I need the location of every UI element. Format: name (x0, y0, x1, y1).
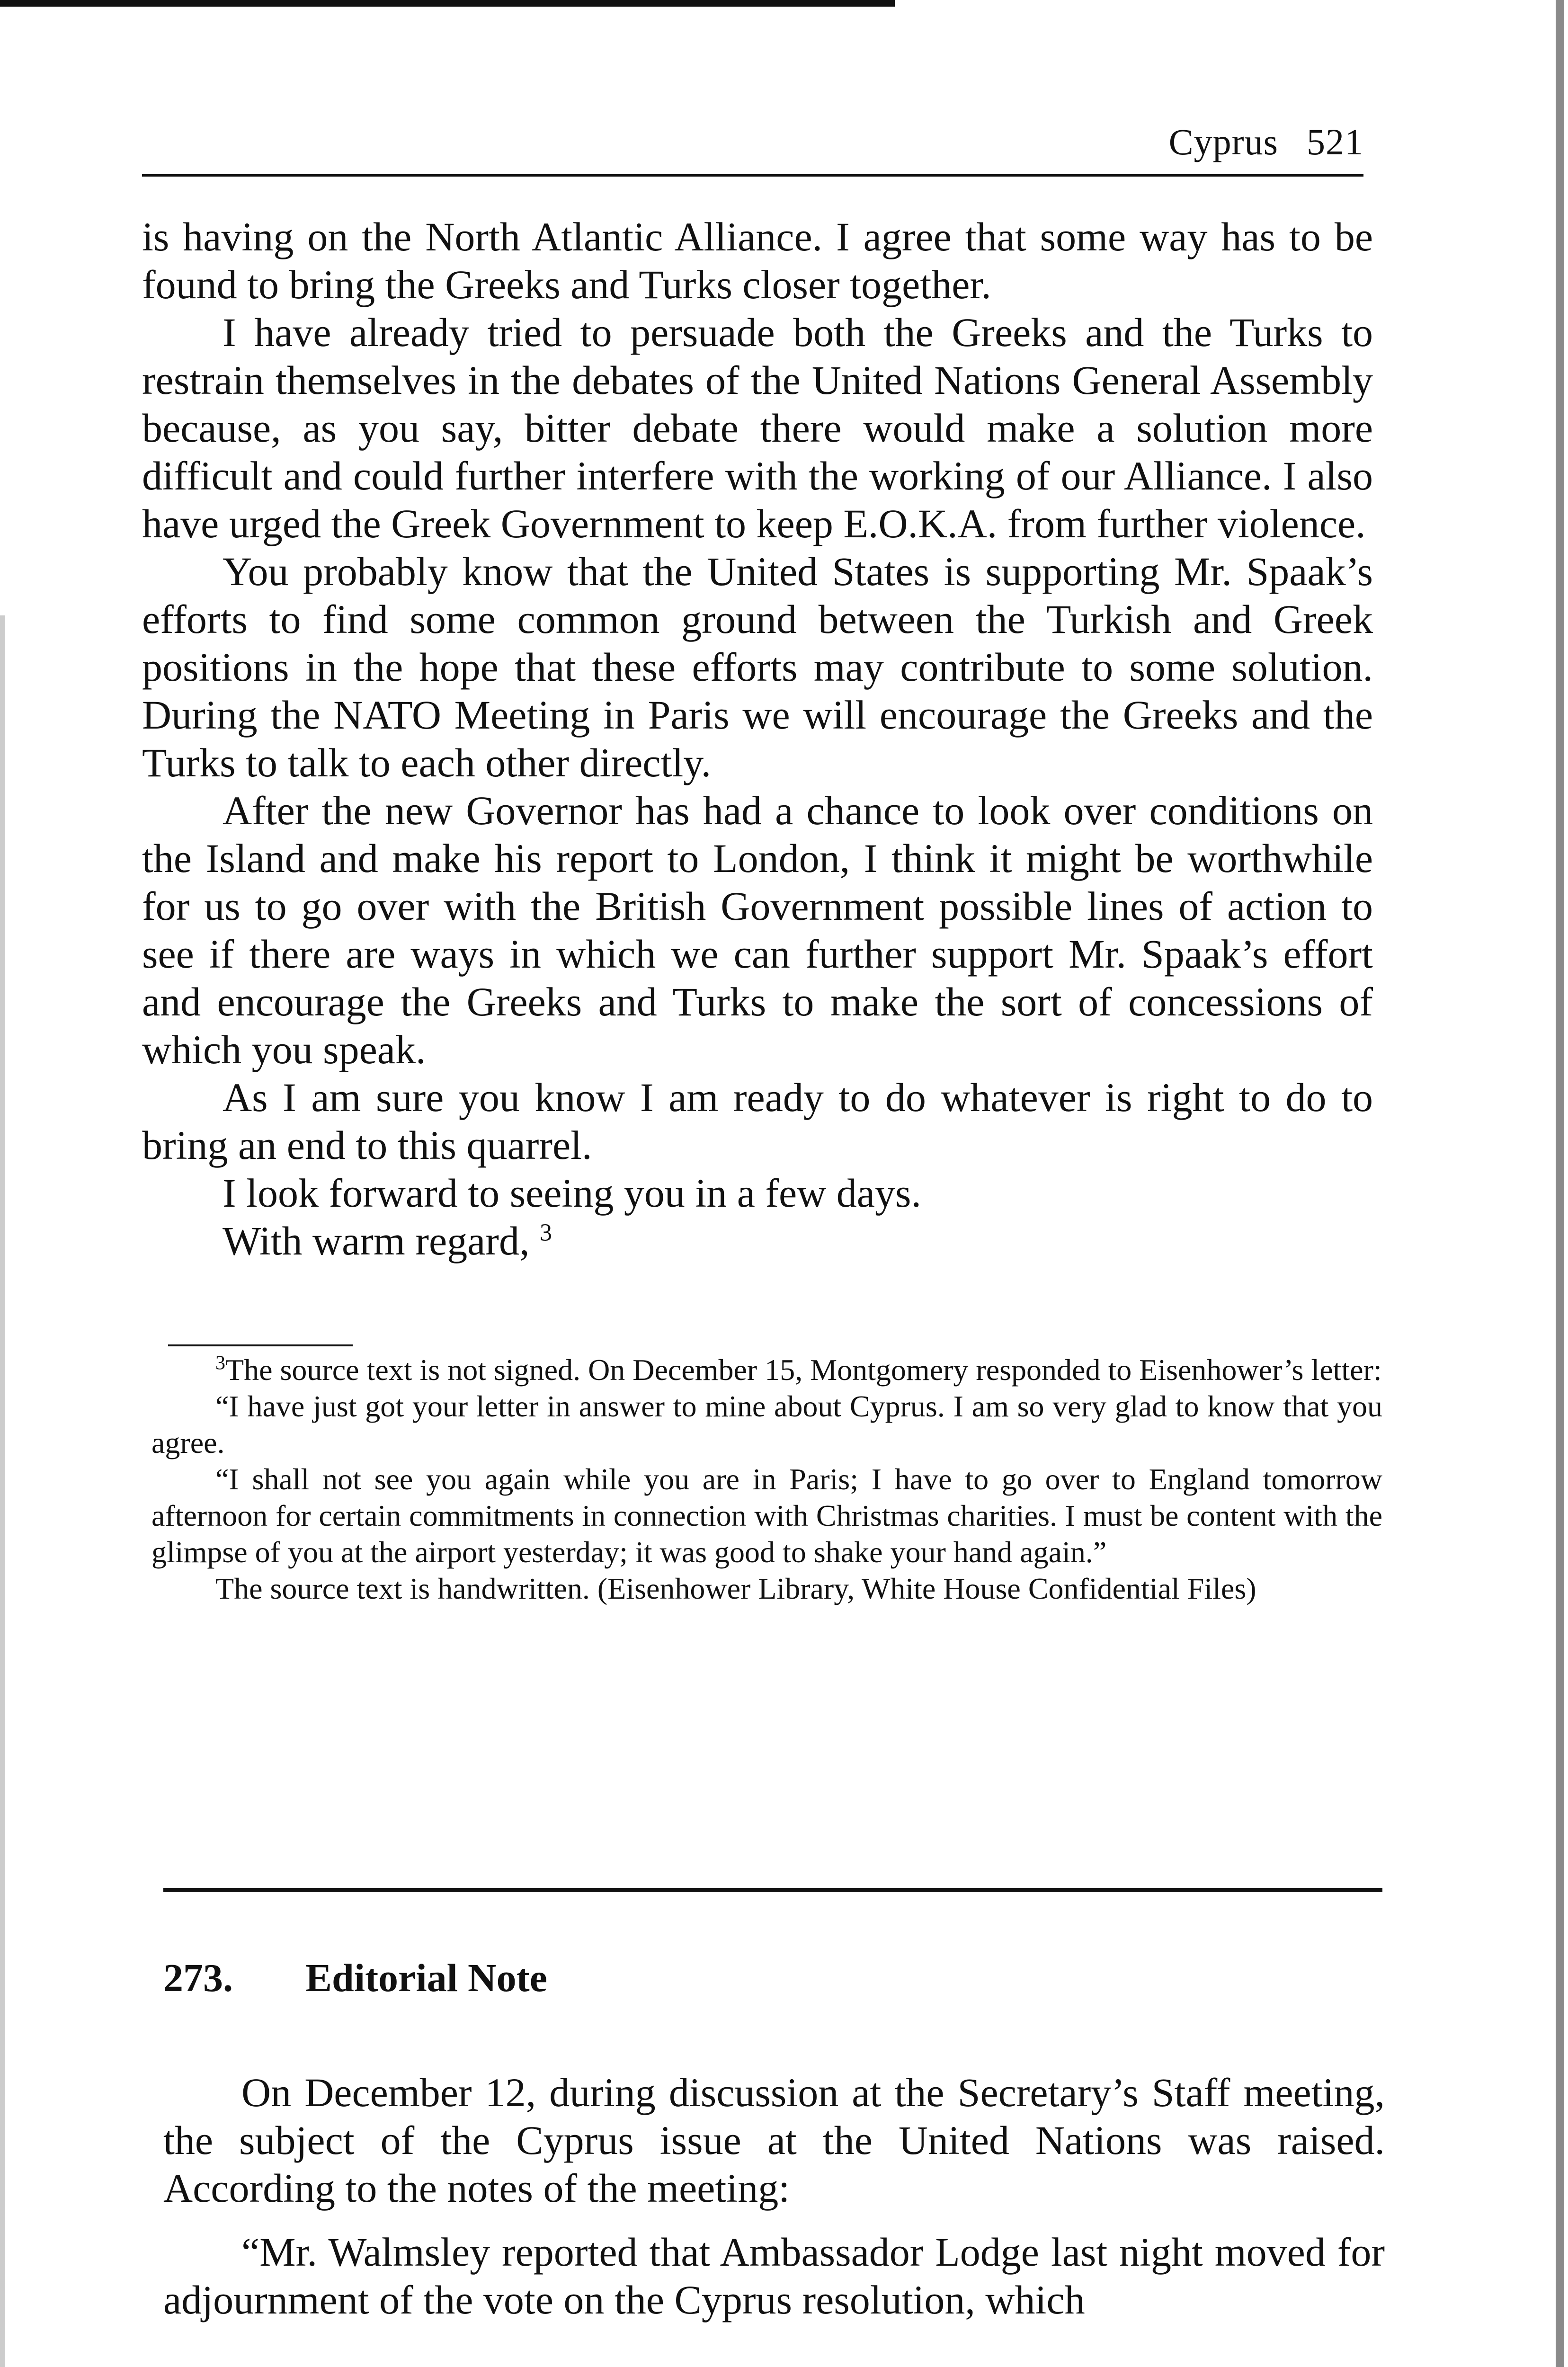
paragraph: You probably know that the United States is supporting Mr. Spaak’s efforts to find some common ground between the Turkish and Greek positions in the hope that these efforts may contribute to some solution. During the NATO Meeting in Paris we will encourage the Greeks and the Turks to talk to each other directly. (142, 549, 1373, 785)
header-rule (142, 174, 1363, 177)
footnote-text: The source text is not signed. On December 15, Montgomery responded to Eisenhower’s letter: (225, 1353, 1382, 1387)
paragraph: I look forward to seeing you in a few days. (223, 1170, 921, 1216)
paragraph: I have already tried to persuade both the Greeks and the Turks to restrain themselves in the debates of the United Nations General Assembly because, as you say, bitter debate there would make a solution more difficult and could further interfere with the working of our Alliance. I also have urged the Greek Government to keep E.O.K.A. from further violence. (142, 310, 1373, 546)
section-heading (163, 1955, 547, 2001)
scan-right-edge (1556, 0, 1564, 2367)
section-number: 273. (163, 1956, 233, 2000)
footnote-paragraph: “I have just got your letter in answer to mine about Cyprus. I am so very glad to know that you agree. (151, 1389, 1382, 1459)
footnote-paragraph: The source text is handwritten. (Eisenhower Library, White House Confidential Files) (215, 1572, 1256, 1605)
running-title: Cyprus (1168, 121, 1278, 162)
page-number: 521 (1307, 121, 1363, 162)
footnote-paragraph: “I shall not see you again while you are in Paris; I have to go over to England tomorrow afternoon for certain commitments in connection with Christmas charities. I must be content with the glimpse of you at the airport yesterday; it was good to shake your hand again.” (151, 1462, 1382, 1569)
section-body (163, 2069, 1385, 2324)
footnote-marker: 3 (215, 1352, 225, 1374)
footnote-rule (168, 1344, 353, 1346)
paragraph: “Mr. Walmsley reported that Ambassador Lodge last night moved for adjournment of the vote on the Cyprus resolution, which (163, 2229, 1385, 2323)
paragraph: After the new Governor has had a chance to look over conditions on the Island and make his report to London, I think it might be worthwhile for us to go over with the British Government possible lines of action to see if there are ways in which we can further support Mr. Spaak’s effort and encourage the Greeks and Turks to make the sort of concessions of which you speak. (142, 788, 1373, 1072)
paragraph: As I am sure you know I am ready to do whatever is right to do to bring an end to this quarrel. (142, 1075, 1373, 1168)
scan-top-border (0, 0, 895, 7)
footnote-paragraph (151, 1352, 1382, 1388)
paragraph: On December 12, during discussion at the Secretary’s Staff meeting, the subject of the Cyprus issue at the United Nations was raised. According to the notes of the meeting: (163, 2070, 1385, 2211)
footnote (151, 1352, 1382, 1607)
footnote-reference: 3 (539, 1219, 552, 1246)
closing-line (142, 1217, 1373, 1265)
section-rule (163, 1888, 1382, 1892)
scan-left-edge (0, 615, 5, 2367)
section-title: Editorial Note (305, 1956, 547, 2000)
closing-text: With warm regard, (223, 1218, 530, 1264)
letter-body (142, 213, 1373, 1265)
paragraph: is having on the North Atlantic Alliance. I agree that some way has to be found to bring the Greeks and Turks closer together. (142, 214, 1373, 307)
running-header (142, 121, 1363, 178)
